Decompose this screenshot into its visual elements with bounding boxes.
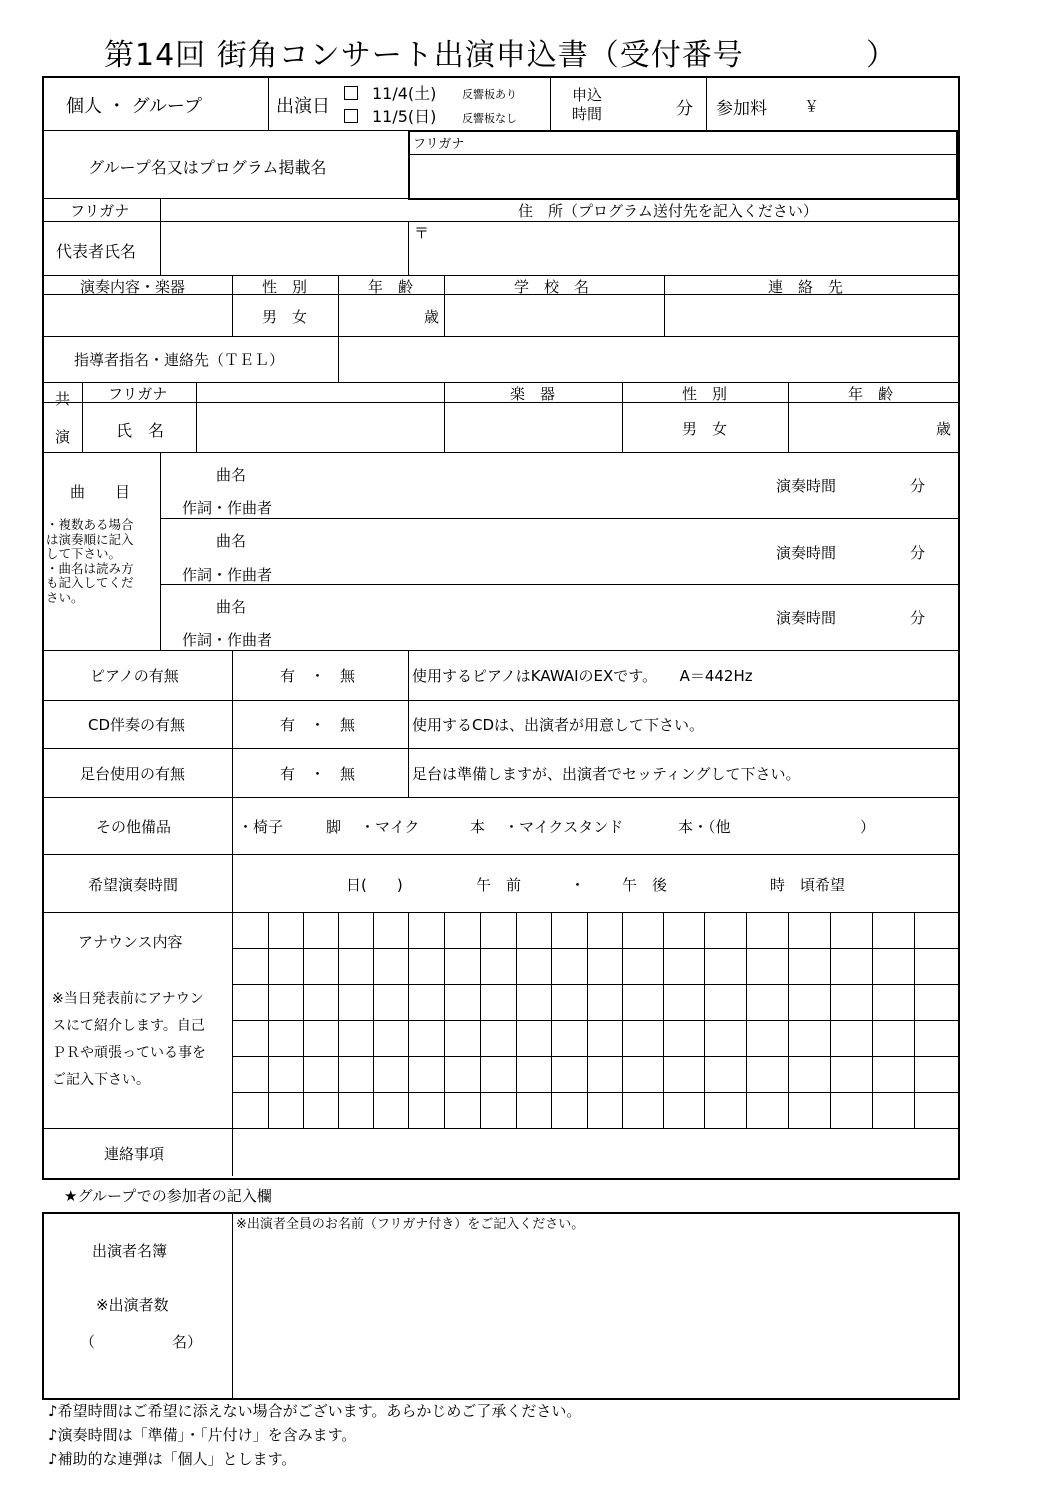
wish-pm[interactable]: 午 後 [622,876,668,894]
date2-note: 反響板なし [462,112,517,125]
roster-paren-open: （ [80,1333,96,1351]
song1-time-label: 演奏時間 [776,477,837,495]
song3-composer-label: 作詞・作曲者 [182,631,273,649]
equipment-mic-unit: 本 [470,818,486,836]
content-header: 演奏内容・楽器 [80,278,186,296]
rep-name-label: 代表者氏名 [56,242,137,261]
footer-note-1: ♪希望時間はご希望に添えない場合がございます。あらかじめご了承ください。 [48,1402,582,1420]
equipment-mic: ・マイク [360,818,420,836]
roster-count-label: ※出演者数 [96,1296,169,1314]
address-header: 住 所（プログラム送付先を記入ください） [518,202,818,220]
stand-choice[interactable]: 有 ・ 無 [280,765,356,783]
gender-choice[interactable]: 男 女 [262,308,308,326]
co-age-header: 年 齢 [848,385,894,403]
checkbox-icon[interactable] [344,86,358,100]
roster-field[interactable] [234,1232,956,1396]
footer-note-3: ♪補助的な連弾は「個人」とします。 [48,1450,297,1468]
group-name-label: グループ名又はプログラム掲載名 [88,158,327,177]
notes-field[interactable] [234,1130,956,1174]
equipment-leg-unit: 脚 [326,818,342,836]
equipment-chair: ・椅子 [238,818,284,836]
song1-composer-label: 作詞・作曲者 [182,499,273,517]
wish-am[interactable]: 午 前 [476,876,522,894]
apply-time-unit: 分 [676,99,693,119]
group-name-field[interactable] [412,157,952,195]
co-name-label: 氏 名 [116,421,165,440]
checkbox-icon[interactable] [344,109,358,123]
date2-checkbox[interactable] [344,106,358,124]
content-field[interactable] [44,296,230,334]
stand-note: 足台は準備しますが、出演者でセッティングして下さい。 [412,765,801,783]
song2-composer-label: 作詞・作曲者 [182,566,273,584]
cd-note: 使用するCDは、出演者が用意して下さい。 [412,716,705,734]
school-field[interactable] [446,296,662,334]
roster-instruction: ※出演者全員のお名前（フリガナ付き）をご記入ください。 [236,1217,585,1232]
contact-field[interactable] [666,296,954,334]
wish-hour: 時 頃希望 [770,876,846,894]
co-label-2: 演 [55,428,71,446]
notes-label: 連絡事項 [104,1145,165,1163]
cd-label: CD伴奏の有無 [88,716,186,734]
group-section-heading: ★グループでの参加者の記入欄 [64,1187,272,1205]
song2-min: 分 [910,544,926,562]
gender-header: 性 別 [262,278,308,296]
equipment-mic-stand: ・マイクスタンド [504,818,624,836]
rep-furigana-label: フリガナ [70,202,130,220]
date1-note: 反響板あり [462,88,517,101]
announce-note: ※当日発表前にアナウン スにて紹介します。自己 ＰＲや頑張っている事を ご記入下さい。 [52,991,206,1088]
roster-label: 出演者名簿 [92,1242,168,1260]
fee-label: 参加料 [716,99,767,119]
date1-checkbox[interactable] [344,83,358,101]
song3-title-label: 曲名 [216,598,247,616]
apply-time-label-1: 申込 [572,86,603,104]
page-title: 第14回 街角コンサート出演申込書（受付番号 [104,38,744,73]
instructor-field[interactable] [340,338,954,380]
co-label-1: 共 [55,390,71,408]
song3-time-label: 演奏時間 [776,609,837,627]
wish-dot: ・ [570,876,586,894]
co-instrument-header: 楽 器 [510,385,556,403]
song1-min: 分 [910,477,926,495]
song2-time-label: 演奏時間 [776,544,837,562]
address-field[interactable] [430,223,954,273]
announce-label: アナウンス内容 [78,933,183,951]
performance-date-label: 出演日 [276,96,330,117]
apply-time-label-2: 時間 [572,105,603,123]
age-unit: 歳 [424,308,440,326]
stand-label: 足台使用の有無 [80,765,186,783]
equipment-other: 本・（他 [678,818,731,836]
song1-title-label: 曲名 [216,466,247,484]
instructor-label: 指導者指名・連絡先（ＴＥＬ） [74,351,285,369]
title-close-paren: ） [866,38,896,73]
yen-sign: ￥ [804,97,820,115]
group-furigana-label: フリガナ [413,137,465,152]
equipment-close: ） [860,818,876,836]
wish-time-label: 希望演奏時間 [88,876,179,894]
song2-title-label: 曲名 [216,532,247,550]
contact-header: 連 絡 先 [768,278,844,296]
announce-grid[interactable] [234,914,956,1128]
rep-name-field[interactable] [162,223,406,273]
piano-choice[interactable]: 有 ・ 無 [280,667,356,685]
piano-note: 使用するピアノはKAWAIのEXです。 A＝442Hz [412,667,753,685]
roster-paren-close: 名） [172,1333,203,1351]
date1-label: 11/4(土) [372,84,437,103]
co-furigana-label: フリガナ [108,385,168,403]
age-header: 年 齢 [368,278,414,296]
wish-day[interactable]: 日( ) [346,876,403,894]
postal-mark: 〒 [414,224,430,242]
co-age-unit: 歳 [936,420,952,438]
school-header: 学 校 名 [514,278,590,296]
piano-label: ピアノの有無 [90,667,179,685]
equipment-label: その他備品 [96,818,172,836]
footer-note-2: ♪演奏時間は「準備」・「片付け」を含みます。 [48,1426,357,1444]
date2-label: 11/5(日) [372,107,437,126]
co-gender-header: 性 別 [682,385,728,403]
songs-label: 曲 目 [70,483,131,501]
songs-note: ・複数ある場合 は演奏順に記入 して下さい。 ・曲名は読み方 も記入してくだ さい。 [46,517,134,605]
participation-type[interactable]: 個人 ・ グループ [66,96,203,117]
co-gender-choice[interactable]: 男 女 [682,420,728,438]
song3-min: 分 [910,609,926,627]
cd-choice[interactable]: 有 ・ 無 [280,716,356,734]
